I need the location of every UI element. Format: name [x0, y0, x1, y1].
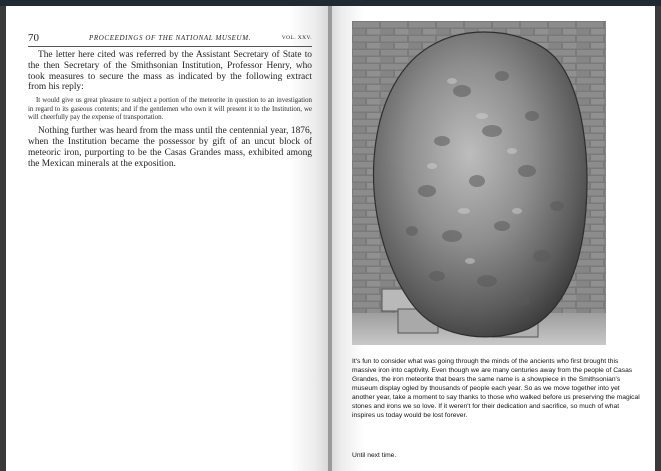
page-number: 70 [28, 32, 39, 44]
meteorite-photo [352, 21, 606, 345]
paragraph-1: The letter here cited was referred by the Assistant Secretary of State to the then Secretary of the Smithsonian Institution, Professor Henry, who took measures to secure the mass as indicated by the following extract from his reply: [28, 50, 312, 93]
article-body [28, 50, 312, 170]
signoff-text: Until next time. [352, 452, 397, 459]
left-page [6, 6, 328, 471]
paragraph-2: Nothing further was heard from the mass until the centennial year, 1876, when the Institution became the possessor by gift of an uncut block of meteoric iron, purporting to be the Casas Grandes mass, exhibited among the Mexican minerals at the exposition. [28, 126, 312, 169]
right-page [332, 6, 655, 471]
quoted-extract: It would give us great pleasure to subject a portion of the meteorite in question to an investigation in regard to its gaseous contents; and if the gentlemen who own it will present it to the Institution, we will cheerfully pay the expense of transportation. [28, 97, 312, 121]
header-rule [28, 46, 312, 47]
running-title: PROCEEDINGS OF THE NATIONAL MUSEUM. [89, 34, 251, 42]
photo-caption: It's fun to consider what was going through the minds of the ancients who first brought this massive iron into captivity. Even though we are many centuries away from the people of Casas Grandes, the iron meteorite that bears the same name is a showpiece in the Smithsonian's museum display ogled by thousands of people each year. So as we move together into yet another year, take a moment to say thanks to those who walked before us preserving the magical stones and irons we so love. If it weren't for their dedication and sacrifice, so much of what inspires us today would be lost forever. [352, 358, 640, 419]
volume-label: VOL. XXV. [281, 35, 312, 41]
page-header [28, 32, 312, 44]
